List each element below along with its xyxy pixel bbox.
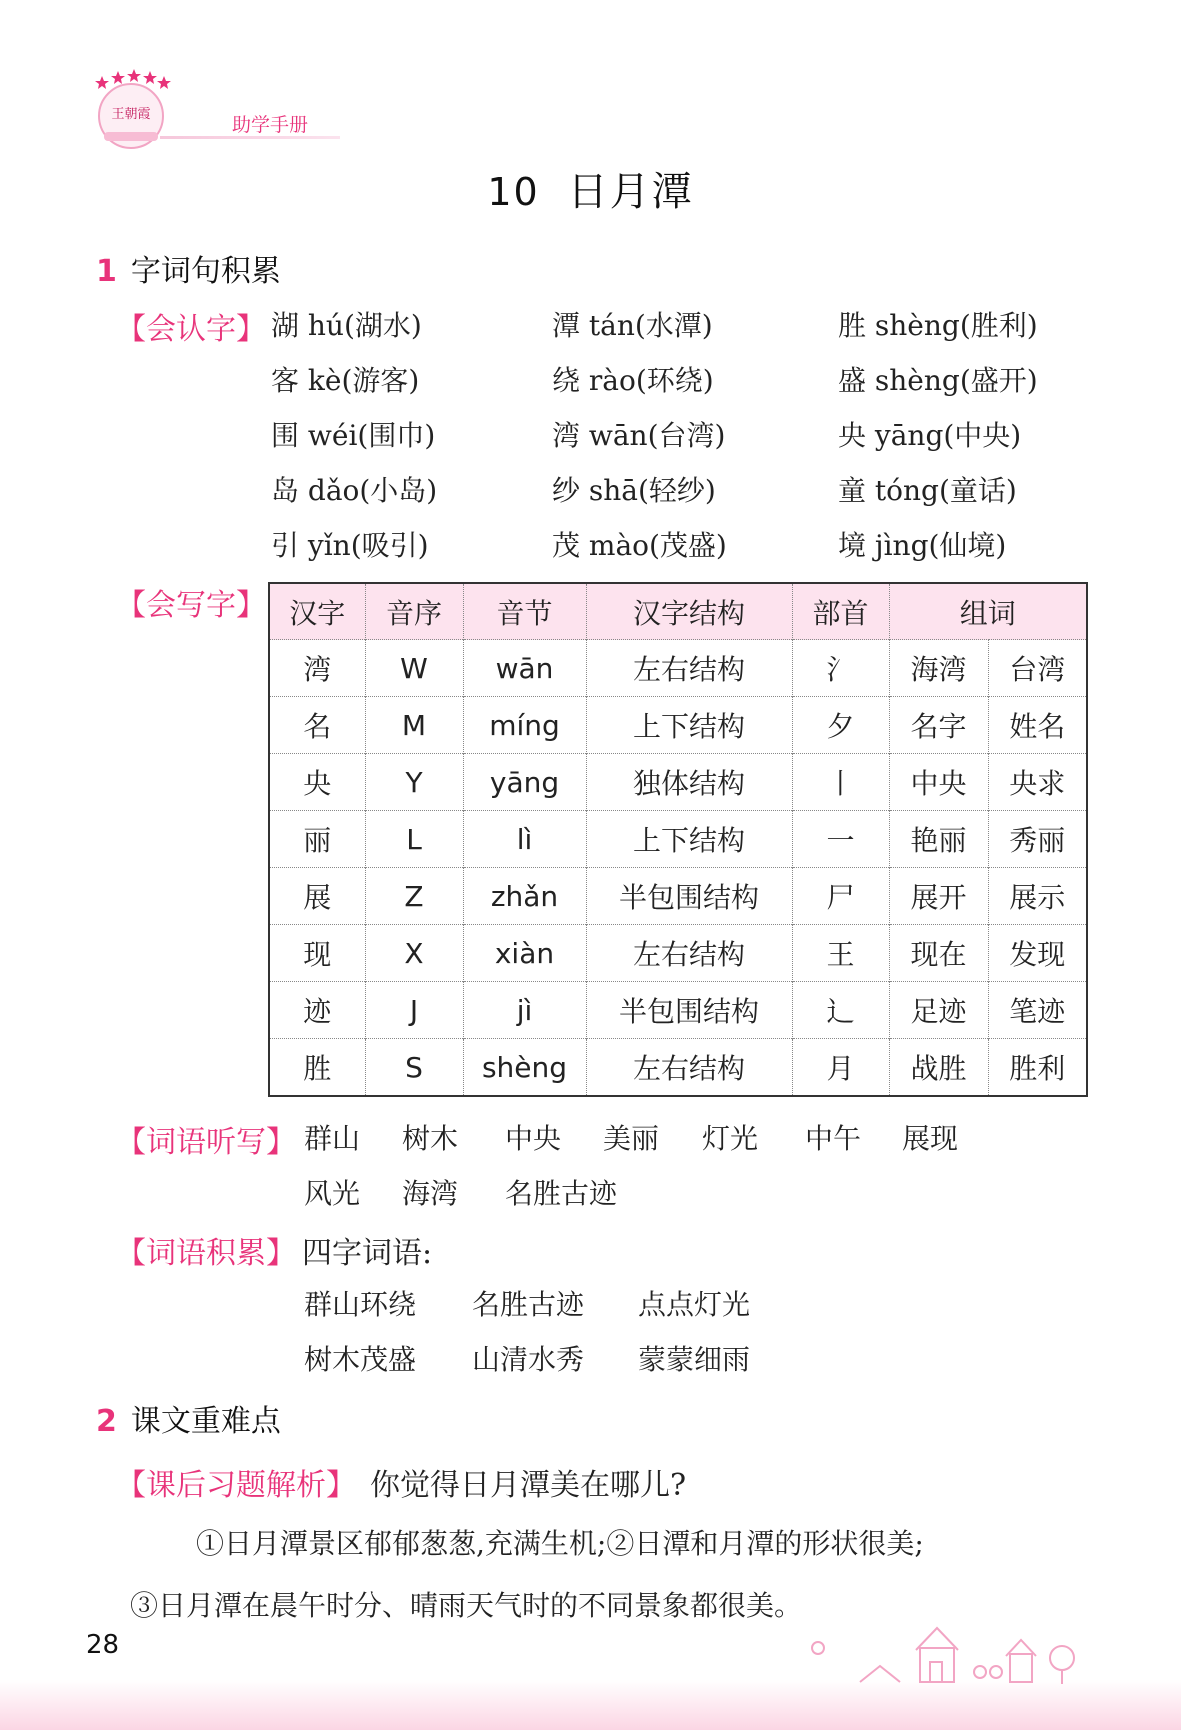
four-char-word: 树木茂盛 [304,1343,417,1376]
dictation-word: 中央 [505,1122,562,1155]
four-char-word: 群山环绕 [304,1288,417,1321]
cell-word-1: 中央 [889,754,988,811]
recognize-item: 盛 shèng(盛开) [838,364,1038,397]
table-row [269,1039,1087,1097]
header-yinjie: 音节 [463,583,586,640]
cell-word-2: 笔迹 [988,982,1087,1039]
section-2-number: 2 [96,1404,117,1439]
cell-yinjie: xiàn [463,925,586,982]
cell-bushou: 月 [792,1039,889,1097]
cell-yinxu: M [365,697,463,754]
section-1-heading [96,246,281,290]
cell-yinjie: wān [463,640,586,697]
dictation-word: 美丽 [603,1122,660,1155]
dictation-word: 展现 [902,1122,959,1155]
cell-word-2: 台湾 [988,640,1087,697]
cell-bushou: 一 [792,811,889,868]
recognize-item: 潭 tán(水潭) [552,309,713,342]
cell-word-1: 足迹 [889,982,988,1039]
recognize-item: 绕 rào(环绕) [552,364,714,397]
cell-hanzi: 丽 [269,811,365,868]
recognize-item: 湾 wān(台湾) [552,419,726,452]
recognize-item: 客 kè(游客) [271,364,420,397]
cell-hanzi: 湾 [269,640,365,697]
header-label: 助学手册 [232,114,309,136]
cell-yinjie: zhǎn [463,868,586,925]
four-char-word: 山清水秀 [472,1343,585,1376]
lesson-title [0,160,1181,217]
cell-hanzi: 现 [269,925,365,982]
table-row [269,982,1087,1039]
section-1-number: 1 [96,254,117,289]
four-char-word: 名胜古迹 [472,1288,585,1321]
header-zuci: 组词 [889,583,1087,640]
table-row [269,868,1087,925]
cell-yinxu: L [365,811,463,868]
brand-logo [88,68,174,154]
cell-word-2: 秀丽 [988,811,1087,868]
table-row [269,754,1087,811]
table-row [269,640,1087,697]
cell-bushou: 尸 [792,868,889,925]
analysis-answer-line-1: ①日月潭景区郁郁葱葱,充满生机;②日潭和月潭的形状很美; [196,1527,924,1560]
cell-yinjie: míng [463,697,586,754]
accumulate-intro: 四字词语: [302,1236,433,1271]
section-2-title: 课文重难点 [130,1404,281,1439]
four-char-word: 蒙蒙细雨 [638,1343,751,1376]
recognize-item: 纱 shā(轻纱) [552,474,716,507]
analysis-label: 【课后习题解析】 [116,1468,356,1503]
table-row [269,697,1087,754]
dictation-word: 灯光 [702,1122,759,1155]
cell-jiegou: 半包围结构 [586,982,792,1039]
recognize-item: 境 jìng(仙境) [838,529,1007,562]
recognize-item: 央 yāng(中央) [838,419,1022,452]
cell-bushou: 丨 [792,754,889,811]
cell-jiegou: 半包围结构 [586,868,792,925]
accumulate-label: 【词语积累】 [116,1236,296,1271]
cell-yinxu: X [365,925,463,982]
cell-yinjie: jì [463,982,586,1039]
cell-bushou: 氵 [792,640,889,697]
section-2-heading [96,1396,281,1440]
dictation-word: 名胜古迹 [505,1177,618,1210]
cell-yinxu: W [365,640,463,697]
analysis-question: 你觉得日月潭美在哪儿? [370,1468,687,1503]
cell-hanzi: 展 [269,868,365,925]
lesson-number: 10 [487,170,540,214]
dictation-word: 群山 [304,1122,361,1155]
header-jiegou: 汉字结构 [586,583,792,640]
cell-jiegou: 左右结构 [586,1039,792,1097]
cell-jiegou: 上下结构 [586,811,792,868]
cell-hanzi: 胜 [269,1039,365,1097]
cell-word-2: 展示 [988,868,1087,925]
cell-word-1: 海湾 [889,640,988,697]
recognize-item: 童 tóng(童话) [838,474,1017,507]
cell-yinxu: Y [365,754,463,811]
header-bushou: 部首 [792,583,889,640]
brand-text: 王朝霞 [111,107,151,122]
recognize-item: 湖 hú(湖水) [271,309,422,342]
cell-hanzi: 名 [269,697,365,754]
cell-yinjie: lì [463,811,586,868]
cell-word-1: 现在 [889,925,988,982]
cell-jiegou: 独体结构 [586,754,792,811]
cell-hanzi: 迹 [269,982,365,1039]
table-row [269,811,1087,868]
recognize-item: 引 yǐn(吸引) [271,529,429,562]
cell-word-1: 艳丽 [889,811,988,868]
cell-word-1: 战胜 [889,1039,988,1097]
lesson-name: 日月潭 [567,169,694,215]
dictation-word: 风光 [304,1177,361,1210]
dictation-word: 中午 [805,1122,862,1155]
cell-word-1: 展开 [889,868,988,925]
cell-jiegou: 左右结构 [586,925,792,982]
dictation-word: 树木 [402,1122,459,1155]
four-char-word: 点点灯光 [638,1288,751,1321]
cell-bushou: 辶 [792,982,889,1039]
analysis-answer-line-2: ③日月潭在晨午时分、晴雨天气时的不同景象都很美。 [130,1589,803,1622]
cell-yinjie: yāng [463,754,586,811]
cell-bushou: 夕 [792,697,889,754]
cell-yinxu: S [365,1039,463,1097]
cell-jiegou: 左右结构 [586,640,792,697]
cell-word-2: 发现 [988,925,1087,982]
recognize-item: 围 wéi(围巾) [271,419,436,452]
recognize-label: 【会认字】 [116,312,266,347]
cell-jiegou: 上下结构 [586,697,792,754]
cell-yinxu: Z [365,868,463,925]
dictation-word: 海湾 [402,1177,459,1210]
cell-yinxu: J [365,982,463,1039]
recognize-item: 岛 dǎo(小岛) [271,474,438,507]
table-row [269,925,1087,982]
dictation-label: 【词语听写】 [116,1125,296,1160]
cell-bushou: 王 [792,925,889,982]
house-decoration-icon [800,1618,1100,1688]
section-1-title: 字词句积累 [130,254,281,289]
cell-yinjie: shèng [463,1039,586,1097]
table-header-row [269,583,1087,640]
cell-hanzi: 央 [269,754,365,811]
header-yinxu: 音序 [365,583,463,640]
header-hanzi: 汉字 [269,583,365,640]
cell-word-2: 央求 [988,754,1087,811]
cell-word-1: 名字 [889,697,988,754]
write-label: 【会写字】 [116,588,266,623]
recognize-item: 胜 shèng(胜利) [838,309,1038,342]
cell-word-2: 姓名 [988,697,1087,754]
write-table [268,582,1088,1097]
page-number: 28 [86,1630,120,1660]
recognize-item: 茂 mào(茂盛) [552,529,727,562]
cell-word-2: 胜利 [988,1039,1087,1097]
